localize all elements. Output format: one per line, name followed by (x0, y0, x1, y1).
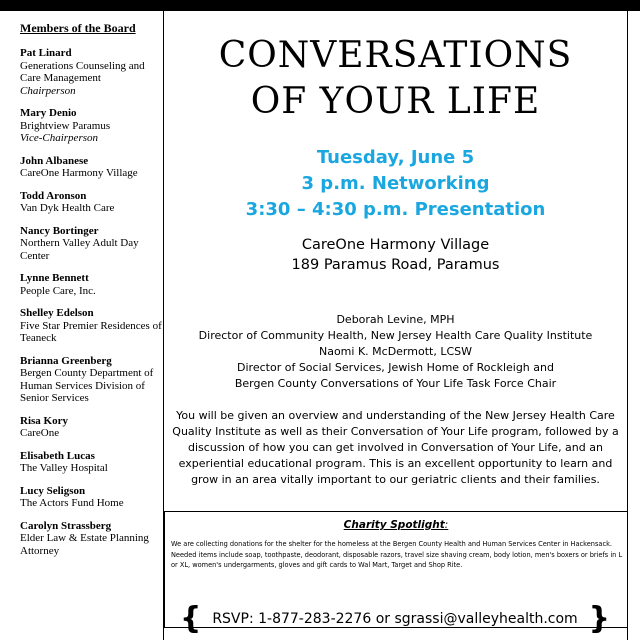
board-member (20, 450, 163, 475)
member-org: The Valley Hospital (20, 462, 108, 474)
speaker-line: Naomi K. McDermott, LCSW (318, 345, 472, 358)
sidebar-title: Members of the Board (20, 21, 136, 35)
member-org: Generations Counseling and Care Management (20, 59, 145, 84)
member-name: Risa Kory (20, 414, 68, 427)
member-org: Northern Valley Adult Day Center (20, 237, 139, 262)
board-member (20, 485, 163, 510)
board-member (20, 47, 163, 97)
top-bar (0, 0, 640, 11)
brace-right: } (588, 601, 610, 636)
member-name: Elisabeth Lucas (20, 449, 95, 462)
venue-address: 189 Paramus Road, Paramus (291, 257, 500, 273)
event-description: You will be given an overview and understanding of the New Jersey Health Care Quality Institute as well as their Conversation of Your Life program, followed by a discussion of how you can get involved in Conversation of Your Life, and an experiential educational program. This is an excellent opportunity to learn and grow in an area vitally important to our geriatric clients and their families. (172, 409, 619, 486)
venue-name: CareOne Harmony Village (301, 237, 490, 253)
member-role: Chairperson (20, 84, 76, 97)
member-name: Nancy Bortinger (20, 224, 99, 237)
member-name: Shelley Edelson (20, 307, 94, 319)
member-org: Five Star Premier Residences of Teaneck (20, 319, 162, 344)
charity-title (165, 519, 627, 531)
member-name: Brianna Greenberg (20, 354, 112, 367)
board-member (20, 225, 163, 263)
board-member (20, 190, 163, 215)
board-member (20, 272, 163, 297)
speaker-line: Bergen County Conversations of Your Life Task Force Chair (234, 377, 557, 390)
board-member (20, 107, 163, 145)
charity-text: We are collecting donations for the shelter for the homeless at the Bergen County Health and Human Services Center in Hackensack. Needed items include soap, toothpaste, deodorant, disposable razors, travel size shaving cream, body lotion, men's boxers or briefs in L or XL, women's undergarments, gloves and gift cards to Wal Mart, Target and Shop Rite. (171, 540, 623, 569)
rsvp-text: RSVP: 1-877-283-2276 or sgrassi@valleyhealth.com (212, 611, 578, 627)
member-name: Lucy Seligson (20, 484, 86, 497)
board-member (20, 520, 163, 558)
member-org: Elder Law & Estate Planning Attorney (20, 532, 149, 557)
member-name: Todd Aronson (20, 189, 87, 202)
member-org: CareOne (20, 427, 60, 439)
member-org: People Care, Inc. (20, 284, 96, 297)
member-name: Carolyn Strassberg (20, 519, 112, 532)
brace-left: { (180, 601, 202, 636)
member-org: Van Dyk Health Care (20, 202, 115, 214)
speakers (164, 312, 627, 392)
speaker-line: Director of Social Services, Jewish Home of Rockleigh and (237, 361, 554, 374)
board-member (20, 415, 163, 440)
event-networking: 3 p.m. Networking (301, 173, 490, 194)
board-member (20, 355, 163, 405)
member-org: Brightview Paramus (20, 119, 111, 132)
board-member (20, 155, 163, 180)
event-presentation: 3:30 – 4:30 p.m. Presentation (245, 199, 546, 220)
speaker-line: Director of Community Health, New Jersey Health Care Quality Institute (198, 329, 593, 342)
member-org: CareOne Harmony Village (20, 167, 138, 179)
speaker-line: Deborah Levine, MPH (336, 313, 455, 326)
board-members-sidebar (12, 11, 164, 640)
page-title (164, 33, 627, 125)
member-name: John Albanese (20, 154, 89, 167)
member-name: Pat Linard (20, 47, 72, 59)
member-role: Vice-Chairperson (20, 132, 99, 144)
rsvp-bar (180, 598, 610, 640)
board-member (20, 307, 163, 345)
event-date: Tuesday, June 5 (316, 147, 475, 168)
member-org: The Actors Fund Home (20, 497, 124, 509)
member-name: Lynne Bennett (20, 272, 89, 284)
title-line-2: OF YOUR LIFE (250, 81, 541, 122)
event-time (164, 145, 627, 223)
member-org: Bergen County Department of Human Services Division of Senior Services (20, 367, 154, 404)
member-list (20, 47, 163, 557)
charity-title-text: Charity Spotlight (343, 519, 445, 531)
member-name: Mary Denio (20, 107, 77, 119)
title-line-1: CONVERSATIONS (218, 35, 573, 76)
charity-title-suffix: : (444, 519, 449, 531)
event-location (164, 235, 627, 275)
